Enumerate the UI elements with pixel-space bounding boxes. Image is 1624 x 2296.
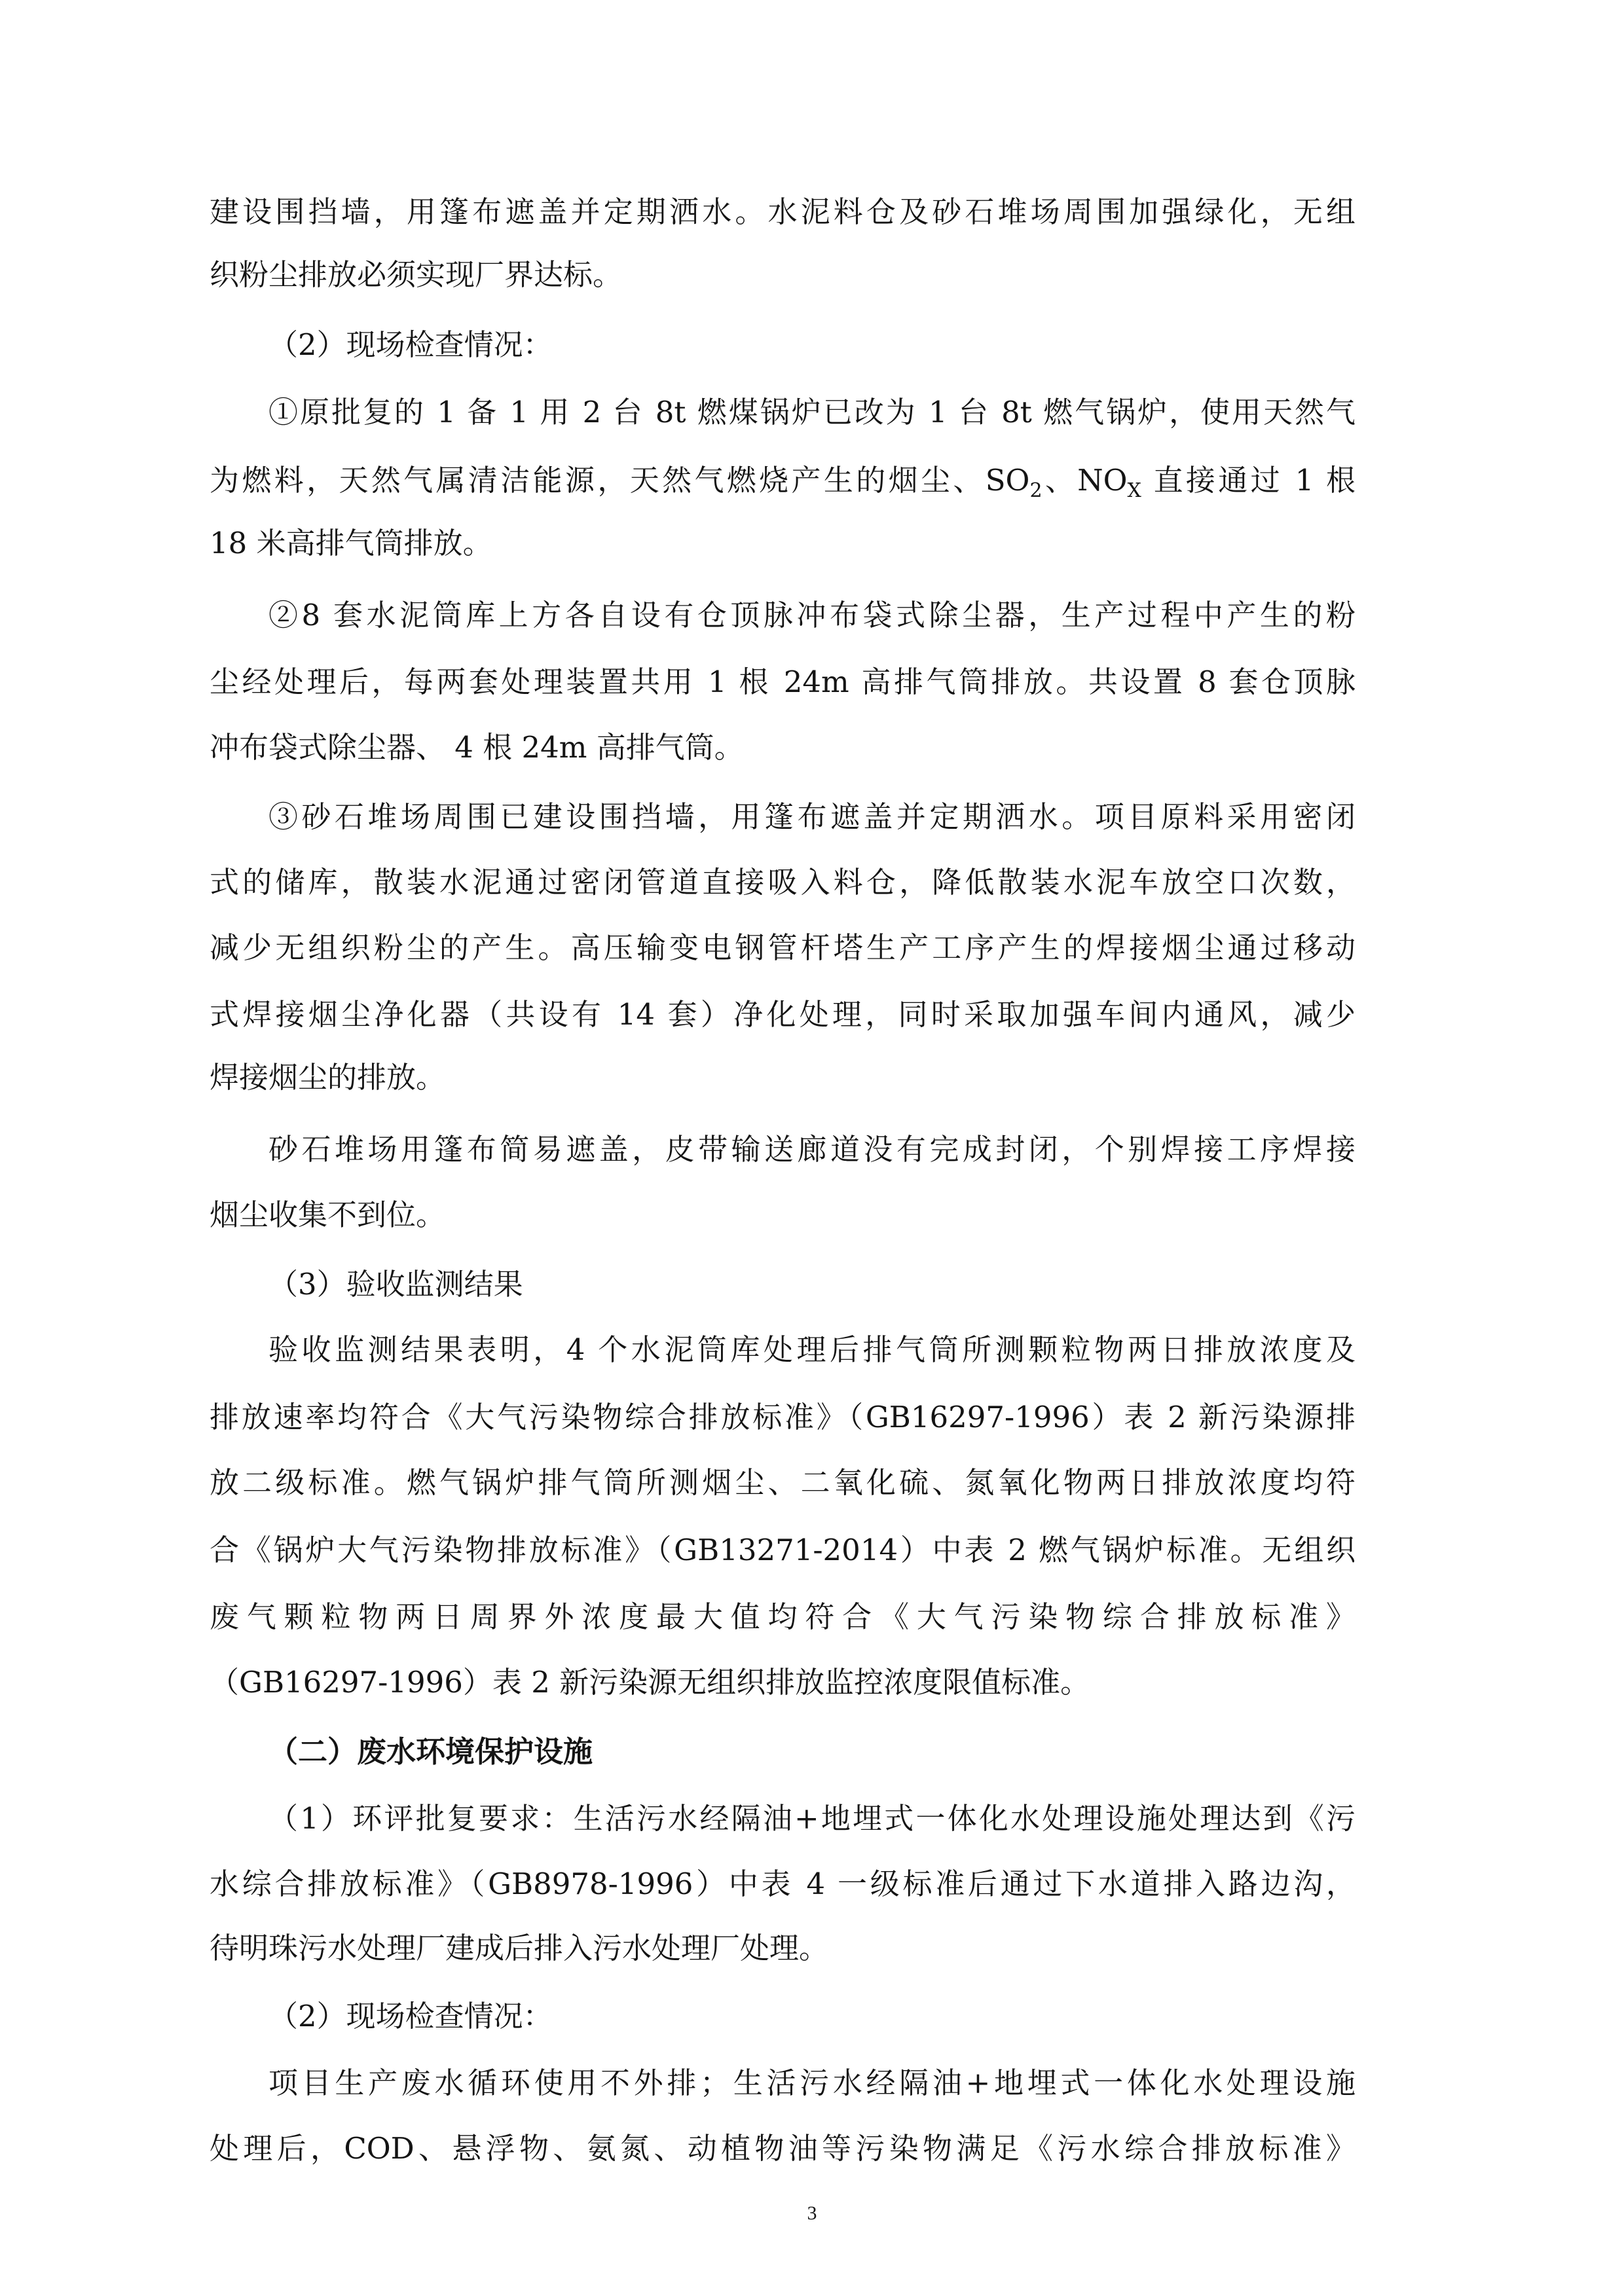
text-line: 式的储库，散装水泥通过密闭管道直接吸入料仓，降低散装水泥车放空口次数， xyxy=(210,865,1356,900)
text-line: 项目生产废水循环使用不外排；生活污水经隔油+地埋式一体化水处理设施 xyxy=(268,2066,1356,2100)
text-line: ③砂石堆场周围已建设围挡墙，用篷布遮盖并定期洒水。项目原料采用密闭 xyxy=(268,799,1356,834)
text-line: 排放速率均符合《大气污染物综合排放标准》（GB16297-1996）表 2 新污染源排 xyxy=(210,1400,1356,1434)
text-line: 验收监测结果表明，4 个水泥筒库处理后排气筒所测颗粒物两日排放浓度及 xyxy=(268,1332,1356,1367)
text-line: 合《锅炉大气污染物排放标准》（GB13271-2014）中表 2 燃气锅炉标准。无组织 xyxy=(210,1533,1356,1567)
text-line: 减少无组织粉尘的产生。高压输变电钢管杆塔生产工序产生的焊接烟尘通过移动 xyxy=(210,930,1356,965)
text-line: 尘经处理后，每两套处理装置共用 1 根 24m 高排气筒排放。共设置 8 套仓顶脉 xyxy=(210,665,1356,699)
text-line: ①原批复的 1 备 1 用 2 台 8t 燃煤锅炉已改为 1 台 8t 燃气锅炉，使用天然气 xyxy=(268,395,1356,429)
text-line: 18 米高排气筒排放。 xyxy=(210,526,492,560)
text-line: 处理后，COD、悬浮物、氨氮、动植物油等污染物满足《污水综合排放标准》 xyxy=(210,2131,1356,2166)
text-line: （1）环评批复要求：生活污水经隔油+地埋式一体化水处理设施处理达到《污 xyxy=(268,1801,1356,1836)
subsection-heading: （3）验收监测结果 xyxy=(268,1267,523,1302)
text-line: 待明珠污水处理厂建成后排入污水处理厂处理。 xyxy=(210,1931,829,1965)
text-fragment: 直接通过 1 根 xyxy=(1141,463,1356,498)
text-fragment: 为燃料，天然气属清洁能源，天然气燃烧产生的烟尘、 xyxy=(210,463,986,498)
text-line: 废气颗粒物两日周界外浓度最大值均符合《大气污染物综合排放标准》 xyxy=(210,1599,1356,1634)
text-line: 烟尘收集不到位。 xyxy=(210,1197,446,1232)
subsection-heading: （2）现场检查情况： xyxy=(268,1999,553,2033)
chem-subscript: 2 xyxy=(1029,479,1043,500)
text-line: 放二级标准。燃气锅炉排气筒所测烟尘、二氧化硫、氮氧化物两日排放浓度均符 xyxy=(210,1465,1356,1500)
text-line: ②8 套水泥筒库上方各自设有仓顶脉冲布袋式除尘器，生产过程中产生的粉 xyxy=(268,598,1356,632)
chem-so: SO xyxy=(985,463,1030,498)
text-line: 砂石堆场用篷布简易遮盖，皮带输送廊道没有完成封闭，个别焊接工序焊接 xyxy=(268,1132,1356,1167)
chem-subscript: X xyxy=(1127,479,1141,500)
section-heading: （二）废水环境保护设施 xyxy=(268,1734,593,1769)
text-line: （GB16297-1996）表 2 新污染源无组织排放监控浓度限值标准。 xyxy=(210,1665,1090,1700)
subsection-heading: （2）现场检查情况： xyxy=(268,327,553,362)
page-number: 3 xyxy=(807,2202,817,2224)
text-line: 织粉尘排放必须实现厂界达标。 xyxy=(210,257,623,292)
text-line: 水综合排放标准》（GB8978-1996）中表 4 一级标准后通过下水道排入路边沟， xyxy=(210,1867,1356,1901)
text-line: 焊接烟尘的排放。 xyxy=(210,1060,446,1095)
text-line: 冲布袋式除尘器、 4 根 24m 高排气筒。 xyxy=(210,730,744,765)
text-line: 式焊接烟尘净化器（共设有 14 套）净化处理，同时采取加强车间内通风，减少 xyxy=(210,997,1356,1032)
text-line-with-formula xyxy=(210,461,1356,500)
chem-no: 、NO xyxy=(1042,463,1128,498)
text-line: 建设围挡墙，用篷布遮盖并定期洒水。水泥料仓及砂石堆场周围加强绿化，无组 xyxy=(210,194,1356,229)
